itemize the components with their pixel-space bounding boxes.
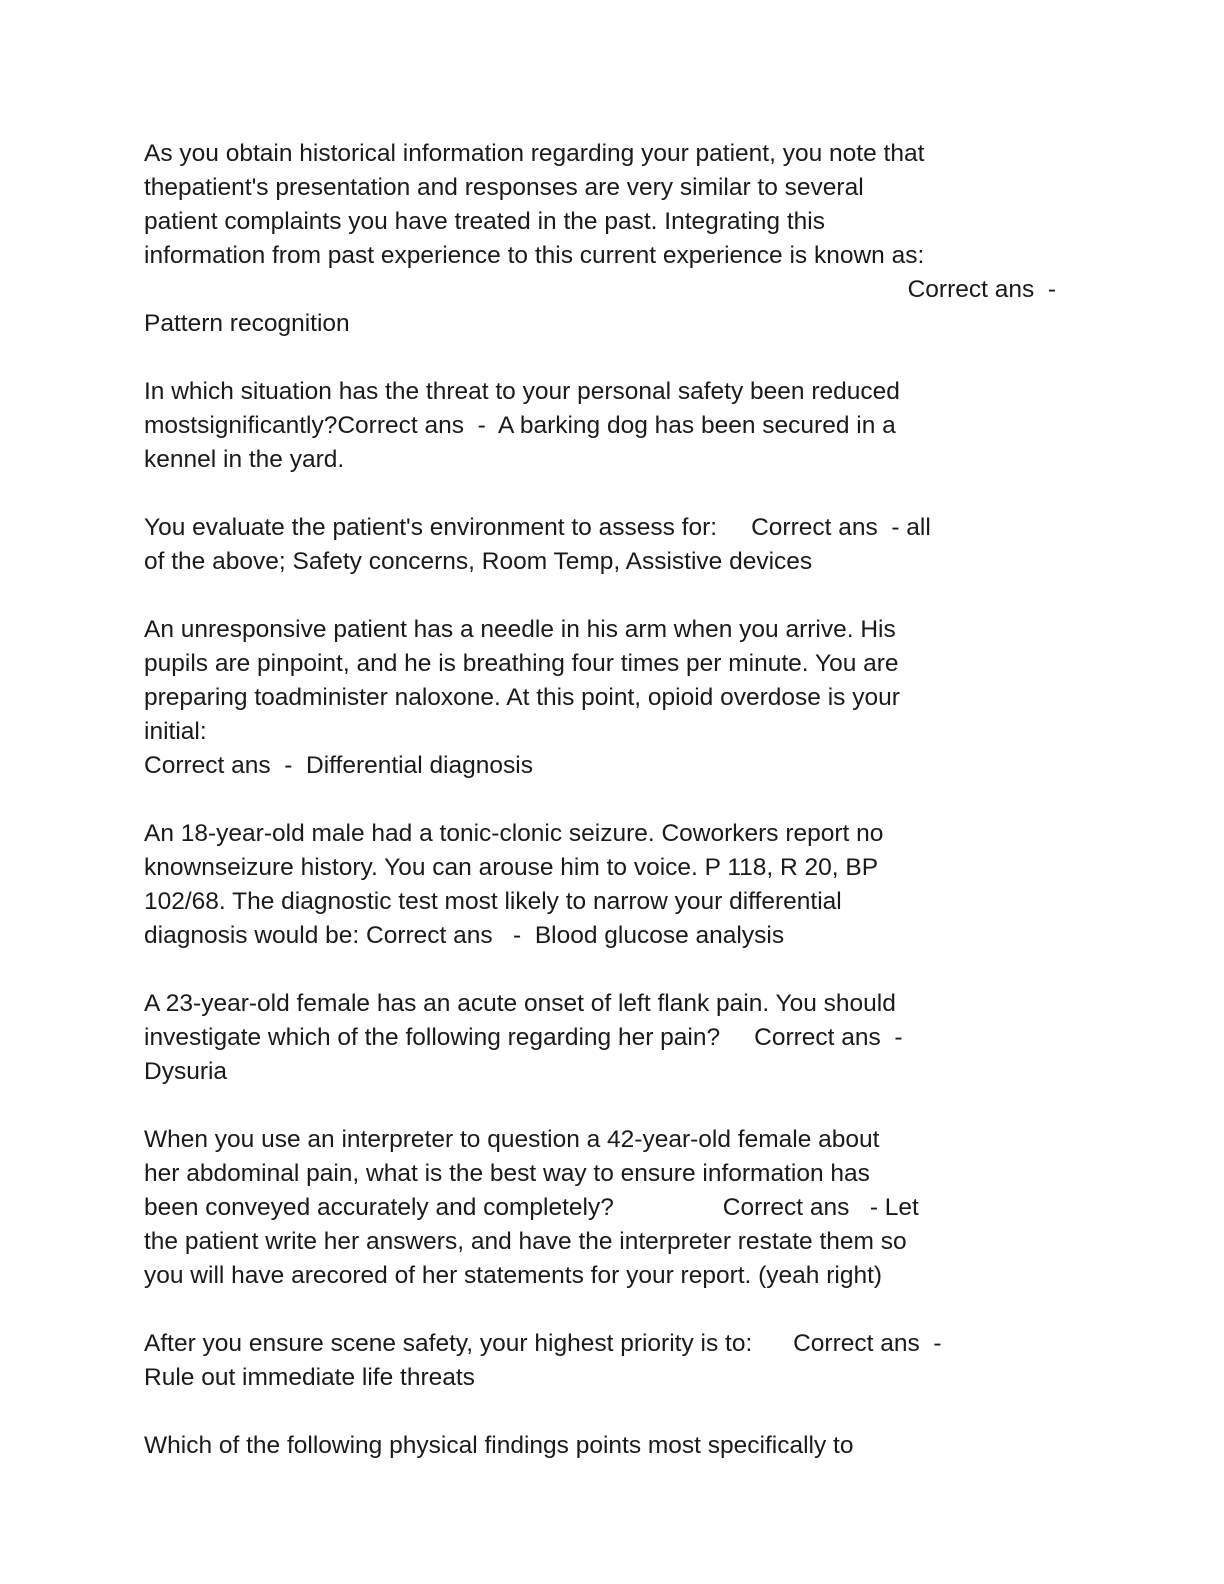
text-line: patient complaints you have treated in the past. Integrating this	[144, 208, 825, 235]
text-line: kennel in the yard.	[144, 446, 345, 473]
text-line: pupils are pinpoint, and he is breathing four times per minute. You are	[144, 650, 899, 677]
text-line: knownseizure history. You can arouse him to voice. P 118, R 20, BP	[144, 854, 879, 881]
text-line: mostsignificantly?Correct ans - A barking dog has been secured in a	[144, 412, 896, 439]
text-line: information from past experience to this current experience is known as:	[144, 242, 925, 269]
text-line: 102/68. The diagnostic test most likely to narrow your differential	[144, 888, 842, 915]
text-line: In which situation has the threat to your personal safety been reduced	[144, 378, 900, 405]
document-page	[144, 137, 1074, 1463]
paragraph-gap	[144, 1089, 1074, 1123]
text-line: As you obtain historical information regarding your patient, you note that	[144, 140, 925, 167]
text-line: Dysuria	[144, 1058, 228, 1085]
text-line: A 23-year-old female has an acute onset of left flank pain. You should	[144, 990, 896, 1017]
text-line: the patient write her answers, and have the interpreter restate them so	[144, 1228, 907, 1255]
text-line: thepatient's presentation and responses are very similar to several	[144, 174, 864, 201]
text-line: initial:	[144, 718, 207, 745]
paragraph-gap	[144, 783, 1074, 817]
text-line: Rule out immediate life threats	[144, 1364, 475, 1391]
paragraph-gap	[144, 477, 1074, 511]
text-line: been conveyed accurately and completely? Correct ans - Let	[144, 1194, 919, 1221]
text-line: An unresponsive patient has a needle in his arm when you arrive. His	[144, 616, 896, 643]
paragraph-gap	[144, 1395, 1074, 1429]
text-line: After you ensure scene safety, your highest priority is to: Correct ans -	[144, 1330, 942, 1357]
text-line: you will have arecored of her statements for your report. (yeah right)	[144, 1262, 883, 1289]
text-line: her abdominal pain, what is the best way to ensure information has	[144, 1160, 870, 1187]
answer-label: Correct ans -	[907, 276, 1056, 303]
paragraph-gap	[144, 953, 1074, 987]
text-line: diagnosis would be: Correct ans - Blood glucose analysis	[144, 922, 785, 949]
text-line: Which of the following physical findings points most specifically to	[144, 1432, 854, 1459]
text-line: investigate which of the following regarding her pain? Correct ans -	[144, 1024, 903, 1051]
paragraph-gap	[144, 1293, 1074, 1327]
text-line: When you use an interpreter to question a 42-year-old female about	[144, 1126, 880, 1153]
text-line: You evaluate the patient's environment to assess for: Correct ans - all	[144, 514, 931, 541]
text-line: Correct ans - Differential diagnosis	[144, 752, 533, 779]
paragraph-gap	[144, 341, 1074, 375]
text-line: An 18-year-old male had a tonic-clonic seizure. Coworkers report no	[144, 820, 884, 847]
paragraph-gap	[144, 579, 1074, 613]
text-line: preparing toadminister naloxone. At this point, opioid overdose is your	[144, 684, 900, 711]
answer-text: Pattern recognition	[144, 310, 350, 337]
text-line: of the above; Safety concerns, Room Temp, Assistive devices	[144, 548, 813, 575]
